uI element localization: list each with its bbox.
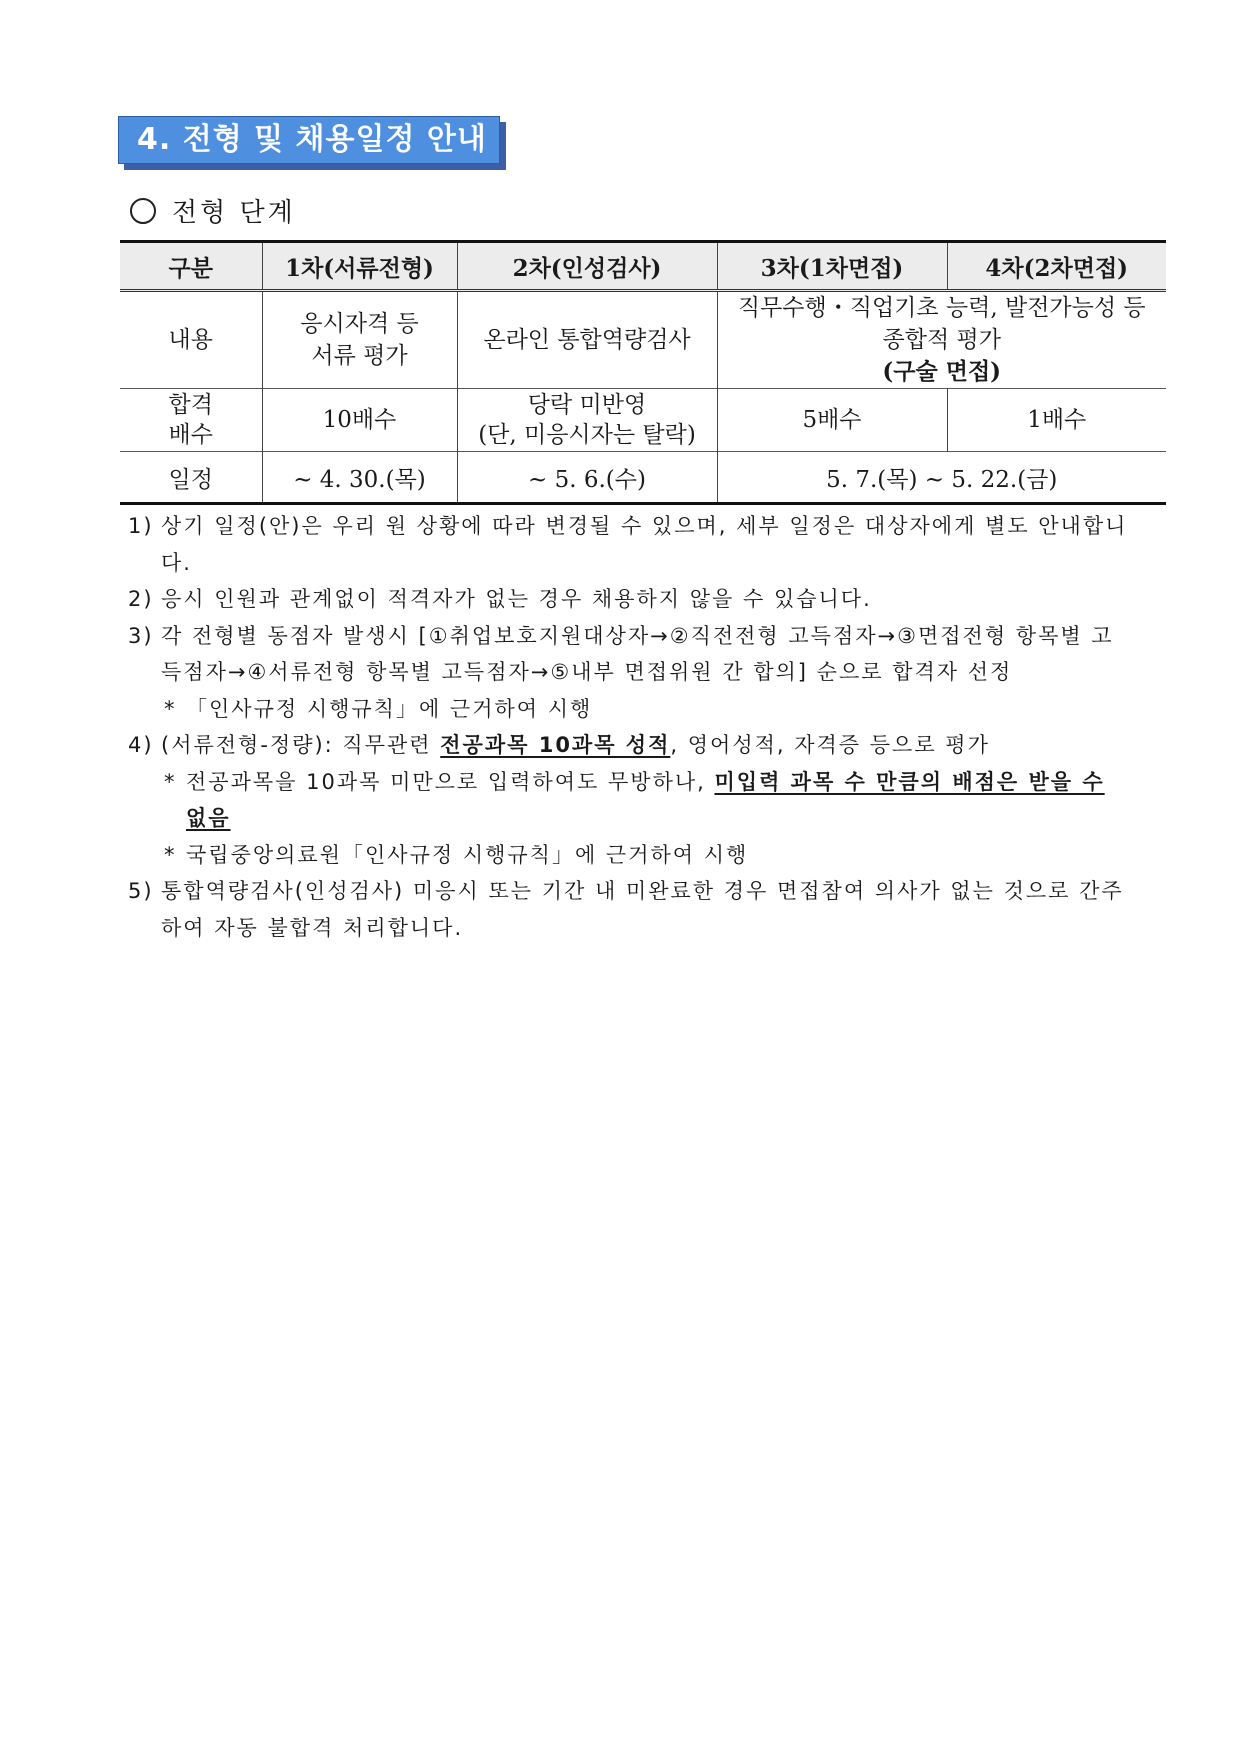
note-1 (128, 508, 1128, 581)
note-number: 2) (128, 587, 154, 611)
subheading-text: 전형 단계 (172, 198, 296, 228)
row-label-content: 내용 (120, 291, 262, 389)
note-text: 각 전형별 동점자 발생시 [①취업보호지원대상자→②직전전형 고득점자→③면접전형 항목별 고득점자→④서류전형 항목별 고득점자→⑤내부 면접위원 간 합의] 순으로 합격자 선정 (161, 623, 1114, 684)
cell-schedule-stage-1: ~ 4. 30.(목) (262, 452, 457, 504)
notes-list (128, 508, 1128, 946)
header-category: 구분 (120, 242, 262, 291)
cell-line: (단, 미응시자는 탈락) (478, 422, 696, 448)
cell-line: 당락 미반영 (527, 392, 647, 418)
table-row-content (120, 291, 1166, 389)
circle-bullet-icon (130, 198, 156, 224)
cell-line: 종합적 평가 (882, 327, 1001, 353)
note-sub-text: 「인사규정 시행규칙」에 근거하여 시행 (186, 696, 593, 721)
cell-line: 합격 (168, 392, 213, 418)
cell-line: 서류 평가 (311, 343, 408, 369)
asterisk-icon: * (164, 842, 177, 867)
cell-line: 직무수행・직업기초 능력, 발전가능성 등 (737, 295, 1146, 321)
note-text: 통합역량검사(인성검사) 미응시 또는 기간 내 미완료한 경우 면접참여 의사가 없는 것으로 간주하여 자동 불합격 처리합니다. (161, 879, 1124, 940)
note-text: 응시 인원과 관계없이 적격자가 없는 경우 채용하지 않을 수 있습니다. (161, 587, 872, 611)
note-sub-text-emphasis: 미입력 과목 수 만큼의 배점은 받을 수 없음 (186, 769, 1105, 830)
note-4-sub-2 (128, 837, 1128, 874)
note-sub-text-pre: 전공과목을 10과목 미만으로 입력하여도 무방하나, (186, 769, 715, 794)
cell-pass-stage-1: 10배수 (262, 389, 457, 452)
note-4 (128, 727, 1128, 764)
section-title-box (118, 116, 506, 170)
row-label-pass (120, 389, 262, 452)
cell-content-stage-3-4 (717, 291, 1166, 389)
note-number: 3) (128, 623, 154, 648)
cell-pass-stage-4: 1배수 (947, 389, 1166, 452)
note-4-sub-1 (128, 764, 1128, 837)
cell-pass-stage-2 (457, 389, 717, 452)
note-2 (128, 581, 1128, 618)
note-5 (128, 873, 1128, 946)
header-stage-2: 2차(인성검사) (457, 242, 717, 291)
note-number: 4) (128, 733, 154, 757)
note-3 (128, 618, 1128, 691)
header-stage-4: 4차(2차면접) (947, 242, 1166, 291)
asterisk-icon: * (164, 769, 177, 794)
asterisk-icon: * (164, 696, 177, 721)
cell-line-bold: (구술 면접) (882, 358, 1002, 385)
section-title: 4. 전형 및 채용일정 안내 (118, 116, 500, 164)
cell-content-stage-2: 온라인 통합역량검사 (457, 291, 717, 389)
cell-line: 응시자격 등 (300, 311, 419, 337)
cell-line: 배수 (168, 422, 213, 448)
cell-schedule-stage-2: ~ 5. 6.(수) (457, 452, 717, 504)
cell-schedule-stage-3-4: 5. 7.(목) ~ 5. 22.(금) (717, 452, 1166, 504)
note-3-sub (128, 691, 1128, 728)
cell-pass-stage-3: 5배수 (717, 389, 947, 452)
note-number: 5) (128, 879, 154, 903)
header-stage-1: 1차(서류전형) (262, 242, 457, 291)
row-label-schedule: 일정 (120, 452, 262, 504)
note-text-pre: (서류전형-정량): 직무관련 (161, 733, 441, 757)
header-stage-3: 3차(1차면접) (717, 242, 947, 291)
note-sub-text: 국립중앙의료원「인사규정 시행규칙」에 근거하여 시행 (186, 842, 749, 867)
table-header-row (120, 242, 1166, 291)
table-row-schedule (120, 452, 1166, 504)
note-text-emphasis: 전공과목 10과목 성적 (440, 733, 671, 757)
table-row-pass-multiple (120, 389, 1166, 452)
subheading (130, 192, 296, 229)
cell-content-stage-1 (262, 291, 457, 389)
stages-table (120, 240, 1166, 505)
note-text: 상기 일정(안)은 우리 원 상황에 따라 변경될 수 있으며, 세부 일정은 대상자에게 별도 안내합니다. (161, 514, 1128, 575)
note-text-post: , 영어성적, 자격증 등으로 평가 (670, 733, 990, 757)
note-number: 1) (128, 514, 154, 538)
